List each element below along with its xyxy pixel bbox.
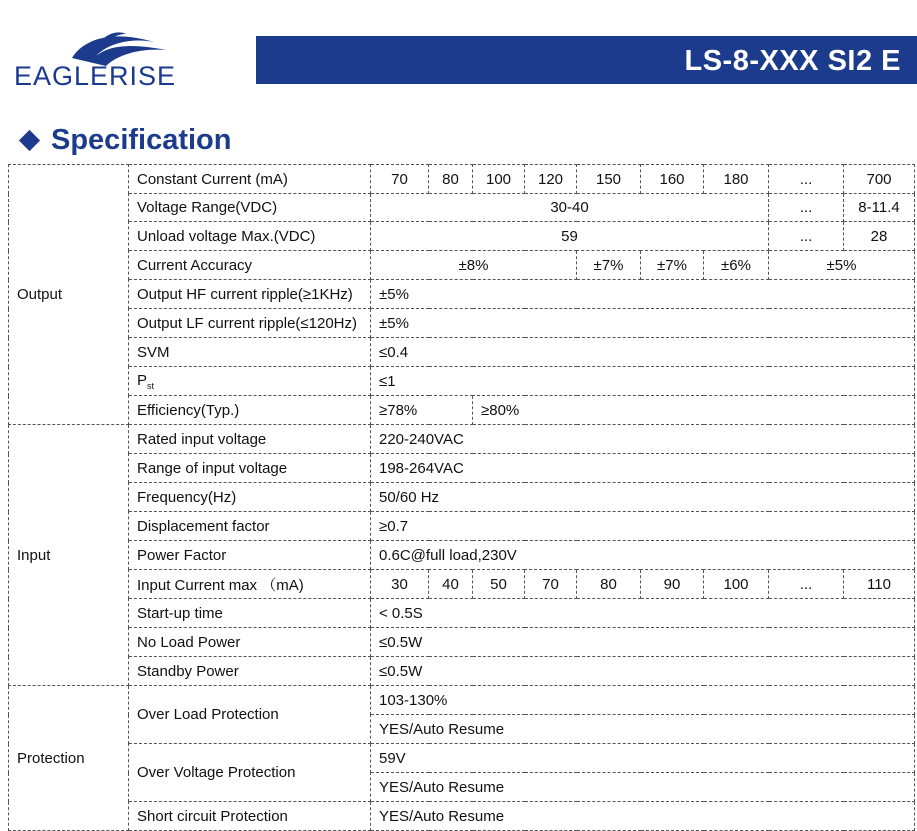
table-row <box>9 425 915 454</box>
table-cell: ... <box>769 570 844 599</box>
row-label: Efficiency(Typ.) <box>129 396 371 425</box>
row-label: Standby Power <box>129 657 371 686</box>
table-cell: 30 <box>371 570 429 599</box>
table-row <box>9 686 915 715</box>
table-row <box>9 744 915 773</box>
model-title: LS-8-XXX SI2 E <box>684 45 901 77</box>
table-cell: YES/Auto Resume <box>371 715 915 744</box>
table-cell: 198-264VAC <box>371 454 915 483</box>
table-cell: 40 <box>429 570 473 599</box>
row-label: No Load Power <box>129 628 371 657</box>
table-cell: ±6% <box>704 251 769 280</box>
table-cell: 110 <box>844 570 915 599</box>
section-heading <box>18 120 232 160</box>
table-cell: 100 <box>704 570 769 599</box>
table-cell: ±5% <box>769 251 915 280</box>
category-input: Input <box>9 425 129 686</box>
row-label: Displacement factor <box>129 512 371 541</box>
table-cell: ≥0.7 <box>371 512 915 541</box>
header-banner <box>256 36 917 84</box>
row-label: Over Voltage Protection <box>129 744 371 802</box>
table-cell: 700 <box>844 165 915 194</box>
table-row <box>9 628 915 657</box>
eaglerise-logo <box>14 28 214 92</box>
table-row <box>9 454 915 483</box>
row-label: Unload voltage Max.(VDC) <box>129 222 371 251</box>
table-row <box>9 338 915 367</box>
table-row <box>9 483 915 512</box>
table-cell: 0.6C@full load,230V <box>371 541 915 570</box>
table-cell: ±5% <box>371 280 915 309</box>
table-cell: ... <box>769 222 844 251</box>
row-label: Constant Current (mA) <box>129 165 371 194</box>
table-cell: 80 <box>429 165 473 194</box>
table-cell: 180 <box>704 165 769 194</box>
pst-sub: st <box>147 380 155 391</box>
table-cell: ... <box>769 194 844 222</box>
table-cell: 90 <box>641 570 704 599</box>
table-row <box>9 222 915 251</box>
table-cell: 59V <box>371 744 915 773</box>
row-label: Current Accuracy <box>129 251 371 280</box>
category-output: Output <box>9 165 129 425</box>
table-cell: 80 <box>577 570 641 599</box>
table-row <box>9 396 915 425</box>
table-row <box>9 541 915 570</box>
row-label: Short circuit Protection <box>129 802 371 831</box>
table-cell: YES/Auto Resume <box>371 773 915 802</box>
row-label: Frequency(Hz) <box>129 483 371 512</box>
table-row <box>9 309 915 338</box>
table-cell: ≤1 <box>371 367 915 396</box>
table-row <box>9 512 915 541</box>
table-cell: 70 <box>525 570 577 599</box>
table-row <box>9 657 915 686</box>
table-cell: < 0.5S <box>371 599 915 628</box>
table-row <box>9 280 915 309</box>
table-cell: 103-130% <box>371 686 915 715</box>
table-cell: ≥78% <box>371 396 473 425</box>
table-cell: ≤0.5W <box>371 657 915 686</box>
row-label: Range of input voltage <box>129 454 371 483</box>
row-label-pst <box>129 367 371 396</box>
table-cell: ±7% <box>641 251 704 280</box>
table-cell: 50 <box>473 570 525 599</box>
row-label: Voltage Range(VDC) <box>129 194 371 222</box>
row-label: Rated input voltage <box>129 425 371 454</box>
table-row <box>9 570 915 599</box>
section-title: Specification <box>51 123 232 156</box>
table-cell: 28 <box>844 222 915 251</box>
table-cell: YES/Auto Resume <box>371 802 915 831</box>
row-label: Start-up time <box>129 599 371 628</box>
table-cell: ±5% <box>371 309 915 338</box>
table-cell: 160 <box>641 165 704 194</box>
table-cell: 70 <box>371 165 429 194</box>
table-cell: 8-11.4 <box>844 194 915 222</box>
row-label: SVM <box>129 338 371 367</box>
table-cell: 50/60 Hz <box>371 483 915 512</box>
table-cell: ±7% <box>577 251 641 280</box>
table-cell: 30-40 <box>371 194 769 222</box>
table-row <box>9 194 915 222</box>
diamond-icon <box>19 129 40 150</box>
table-cell: 220-240VAC <box>371 425 915 454</box>
row-label: Output LF current ripple(≤120Hz) <box>129 309 371 338</box>
table-cell: 120 <box>525 165 577 194</box>
row-label: Output HF current ripple(≥1KHz) <box>129 280 371 309</box>
table-cell: ≥80% <box>473 396 915 425</box>
table-row <box>9 251 915 280</box>
table-cell: ≤0.4 <box>371 338 915 367</box>
table-cell: 150 <box>577 165 641 194</box>
table-row <box>9 165 915 194</box>
row-label: Input Current max （mA) <box>129 570 371 599</box>
row-label: Power Factor <box>129 541 371 570</box>
table-cell: 100 <box>473 165 525 194</box>
table-cell: ±8% <box>371 251 577 280</box>
table-row <box>9 367 915 396</box>
pst-main: P <box>137 371 148 389</box>
category-protection: Protection <box>9 686 129 831</box>
spec-table <box>8 164 915 831</box>
logo-text: EAGLERISE <box>14 61 177 91</box>
table-cell: 59 <box>371 222 769 251</box>
row-label: Over Load Protection <box>129 686 371 744</box>
table-row <box>9 802 915 831</box>
table-cell: ≤0.5W <box>371 628 915 657</box>
table-cell: ... <box>769 165 844 194</box>
table-row <box>9 599 915 628</box>
